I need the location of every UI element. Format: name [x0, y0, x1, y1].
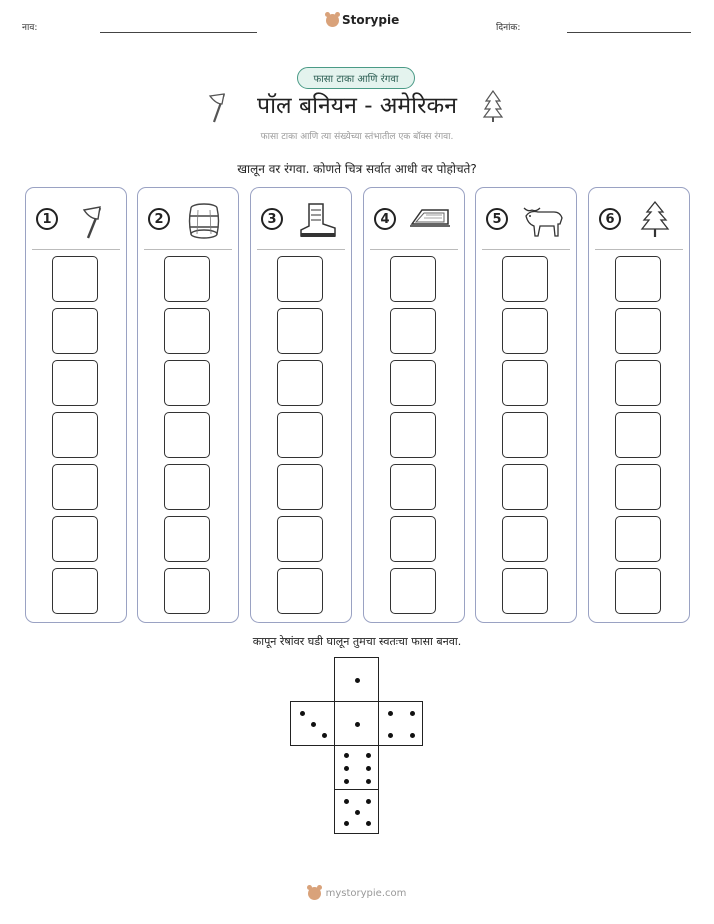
color-box[interactable] — [615, 256, 661, 302]
color-box[interactable] — [615, 412, 661, 458]
column-2 — [137, 187, 239, 623]
column-divider — [370, 249, 458, 250]
column-header — [589, 198, 689, 242]
title-tree-icon — [482, 89, 504, 123]
color-box[interactable] — [277, 568, 323, 614]
column-header — [138, 198, 238, 242]
color-box[interactable] — [615, 568, 661, 614]
pine-tree-icon — [633, 200, 677, 240]
barrel-icon — [182, 200, 226, 240]
dice-instruction: कापून रेषांवर घडी घालून तुमचा स्वतःचा फासा बनवा. — [252, 635, 462, 648]
color-box[interactable] — [164, 412, 210, 458]
color-box[interactable] — [502, 256, 548, 302]
brand-name: Storypie — [342, 13, 400, 27]
column-number: 1 — [36, 208, 58, 230]
dice-pip — [355, 810, 360, 815]
color-box[interactable] — [390, 464, 436, 510]
dice-face-4 — [378, 701, 423, 746]
dice-face-6 — [334, 745, 379, 790]
date-line — [567, 32, 691, 33]
column-divider — [144, 249, 232, 250]
color-box[interactable] — [390, 568, 436, 614]
column-divider — [482, 249, 570, 250]
bear-logo-icon — [326, 14, 339, 27]
column-6 — [588, 187, 690, 623]
brand-logo — [326, 13, 399, 27]
column-divider — [32, 249, 120, 250]
color-box[interactable] — [52, 412, 98, 458]
color-box[interactable] — [164, 360, 210, 406]
dice-face-1 — [334, 657, 379, 702]
color-box[interactable] — [502, 464, 548, 510]
column-number: 6 — [599, 208, 621, 230]
color-box[interactable] — [52, 360, 98, 406]
color-box[interactable] — [52, 464, 98, 510]
footer-bear-icon — [308, 887, 321, 900]
column-number: 2 — [148, 208, 170, 230]
column-number: 3 — [261, 208, 283, 230]
color-box[interactable] — [390, 308, 436, 354]
activity-badge: फासा टाका आणि रंगवा — [297, 67, 415, 89]
color-box[interactable] — [390, 256, 436, 302]
dice-pip — [366, 753, 371, 758]
color-box[interactable] — [164, 256, 210, 302]
color-box[interactable] — [502, 360, 548, 406]
color-box[interactable] — [390, 360, 436, 406]
color-box[interactable] — [164, 516, 210, 562]
color-box[interactable] — [277, 256, 323, 302]
page-subtitle: फासा टाका आणि त्या संख्येच्या स्तंभातील एक बॉक्स रंगवा. — [260, 132, 454, 142]
color-box[interactable] — [615, 308, 661, 354]
color-box[interactable] — [164, 568, 210, 614]
color-box[interactable] — [277, 308, 323, 354]
column-header — [364, 198, 464, 242]
color-box[interactable] — [502, 516, 548, 562]
dice-pip — [355, 678, 360, 683]
dice-face-3 — [290, 701, 335, 746]
color-box[interactable] — [277, 412, 323, 458]
dice-pip — [322, 733, 327, 738]
color-box[interactable] — [164, 464, 210, 510]
color-box[interactable] — [164, 308, 210, 354]
name-label: नाव: — [22, 23, 38, 33]
color-box[interactable] — [277, 516, 323, 562]
dice-pip — [311, 722, 316, 727]
column-divider — [595, 249, 683, 250]
dice-pip — [300, 711, 305, 716]
dice-face-1 — [334, 701, 379, 746]
color-box[interactable] — [502, 308, 548, 354]
dice-pip — [344, 779, 349, 784]
column-header — [476, 198, 576, 242]
color-box[interactable] — [52, 568, 98, 614]
color-box[interactable] — [390, 516, 436, 562]
column-5 — [475, 187, 577, 623]
column-number: 5 — [486, 208, 508, 230]
dice-pip — [355, 722, 360, 727]
column-header — [251, 198, 351, 242]
dice-pip — [344, 799, 349, 804]
dice-pip — [388, 711, 393, 716]
dice-pip — [344, 821, 349, 826]
color-box[interactable] — [502, 568, 548, 614]
column-divider — [257, 249, 345, 250]
color-box[interactable] — [502, 412, 548, 458]
color-box[interactable] — [52, 516, 98, 562]
color-box[interactable] — [52, 256, 98, 302]
column-header — [26, 198, 126, 242]
dice-pip — [344, 753, 349, 758]
color-box[interactable] — [277, 464, 323, 510]
column-3 — [250, 187, 352, 623]
dice-pip — [344, 766, 349, 771]
boot-icon — [295, 200, 339, 240]
footer-url: mystorypie.com — [325, 888, 407, 899]
ox-icon — [520, 200, 564, 240]
axe-icon — [70, 200, 114, 240]
dice-pip — [366, 821, 371, 826]
dice-pip — [388, 733, 393, 738]
dice-face-5 — [334, 789, 379, 834]
dice-pip — [366, 799, 371, 804]
footer — [0, 887, 714, 900]
dice-pip — [366, 779, 371, 784]
color-box[interactable] — [615, 464, 661, 510]
dice-pip — [410, 711, 415, 716]
date-label: दिनांक: — [496, 23, 521, 33]
color-box[interactable] — [277, 360, 323, 406]
dice-pip — [366, 766, 371, 771]
color-box[interactable] — [52, 308, 98, 354]
color-box[interactable] — [615, 360, 661, 406]
page-title: पॉल बनियन - अमेरिकन — [257, 93, 457, 119]
name-line — [100, 32, 257, 33]
coloring-instruction: खालून वर रंगवा. कोणते चित्र सर्वात आधी वर पोहोचते? — [237, 162, 477, 176]
column-number: 4 — [374, 208, 396, 230]
dice-pip — [410, 733, 415, 738]
column-4 — [363, 187, 465, 623]
color-box[interactable] — [390, 412, 436, 458]
color-box[interactable] — [615, 516, 661, 562]
column-1 — [25, 187, 127, 623]
griddle-icon — [408, 200, 452, 240]
